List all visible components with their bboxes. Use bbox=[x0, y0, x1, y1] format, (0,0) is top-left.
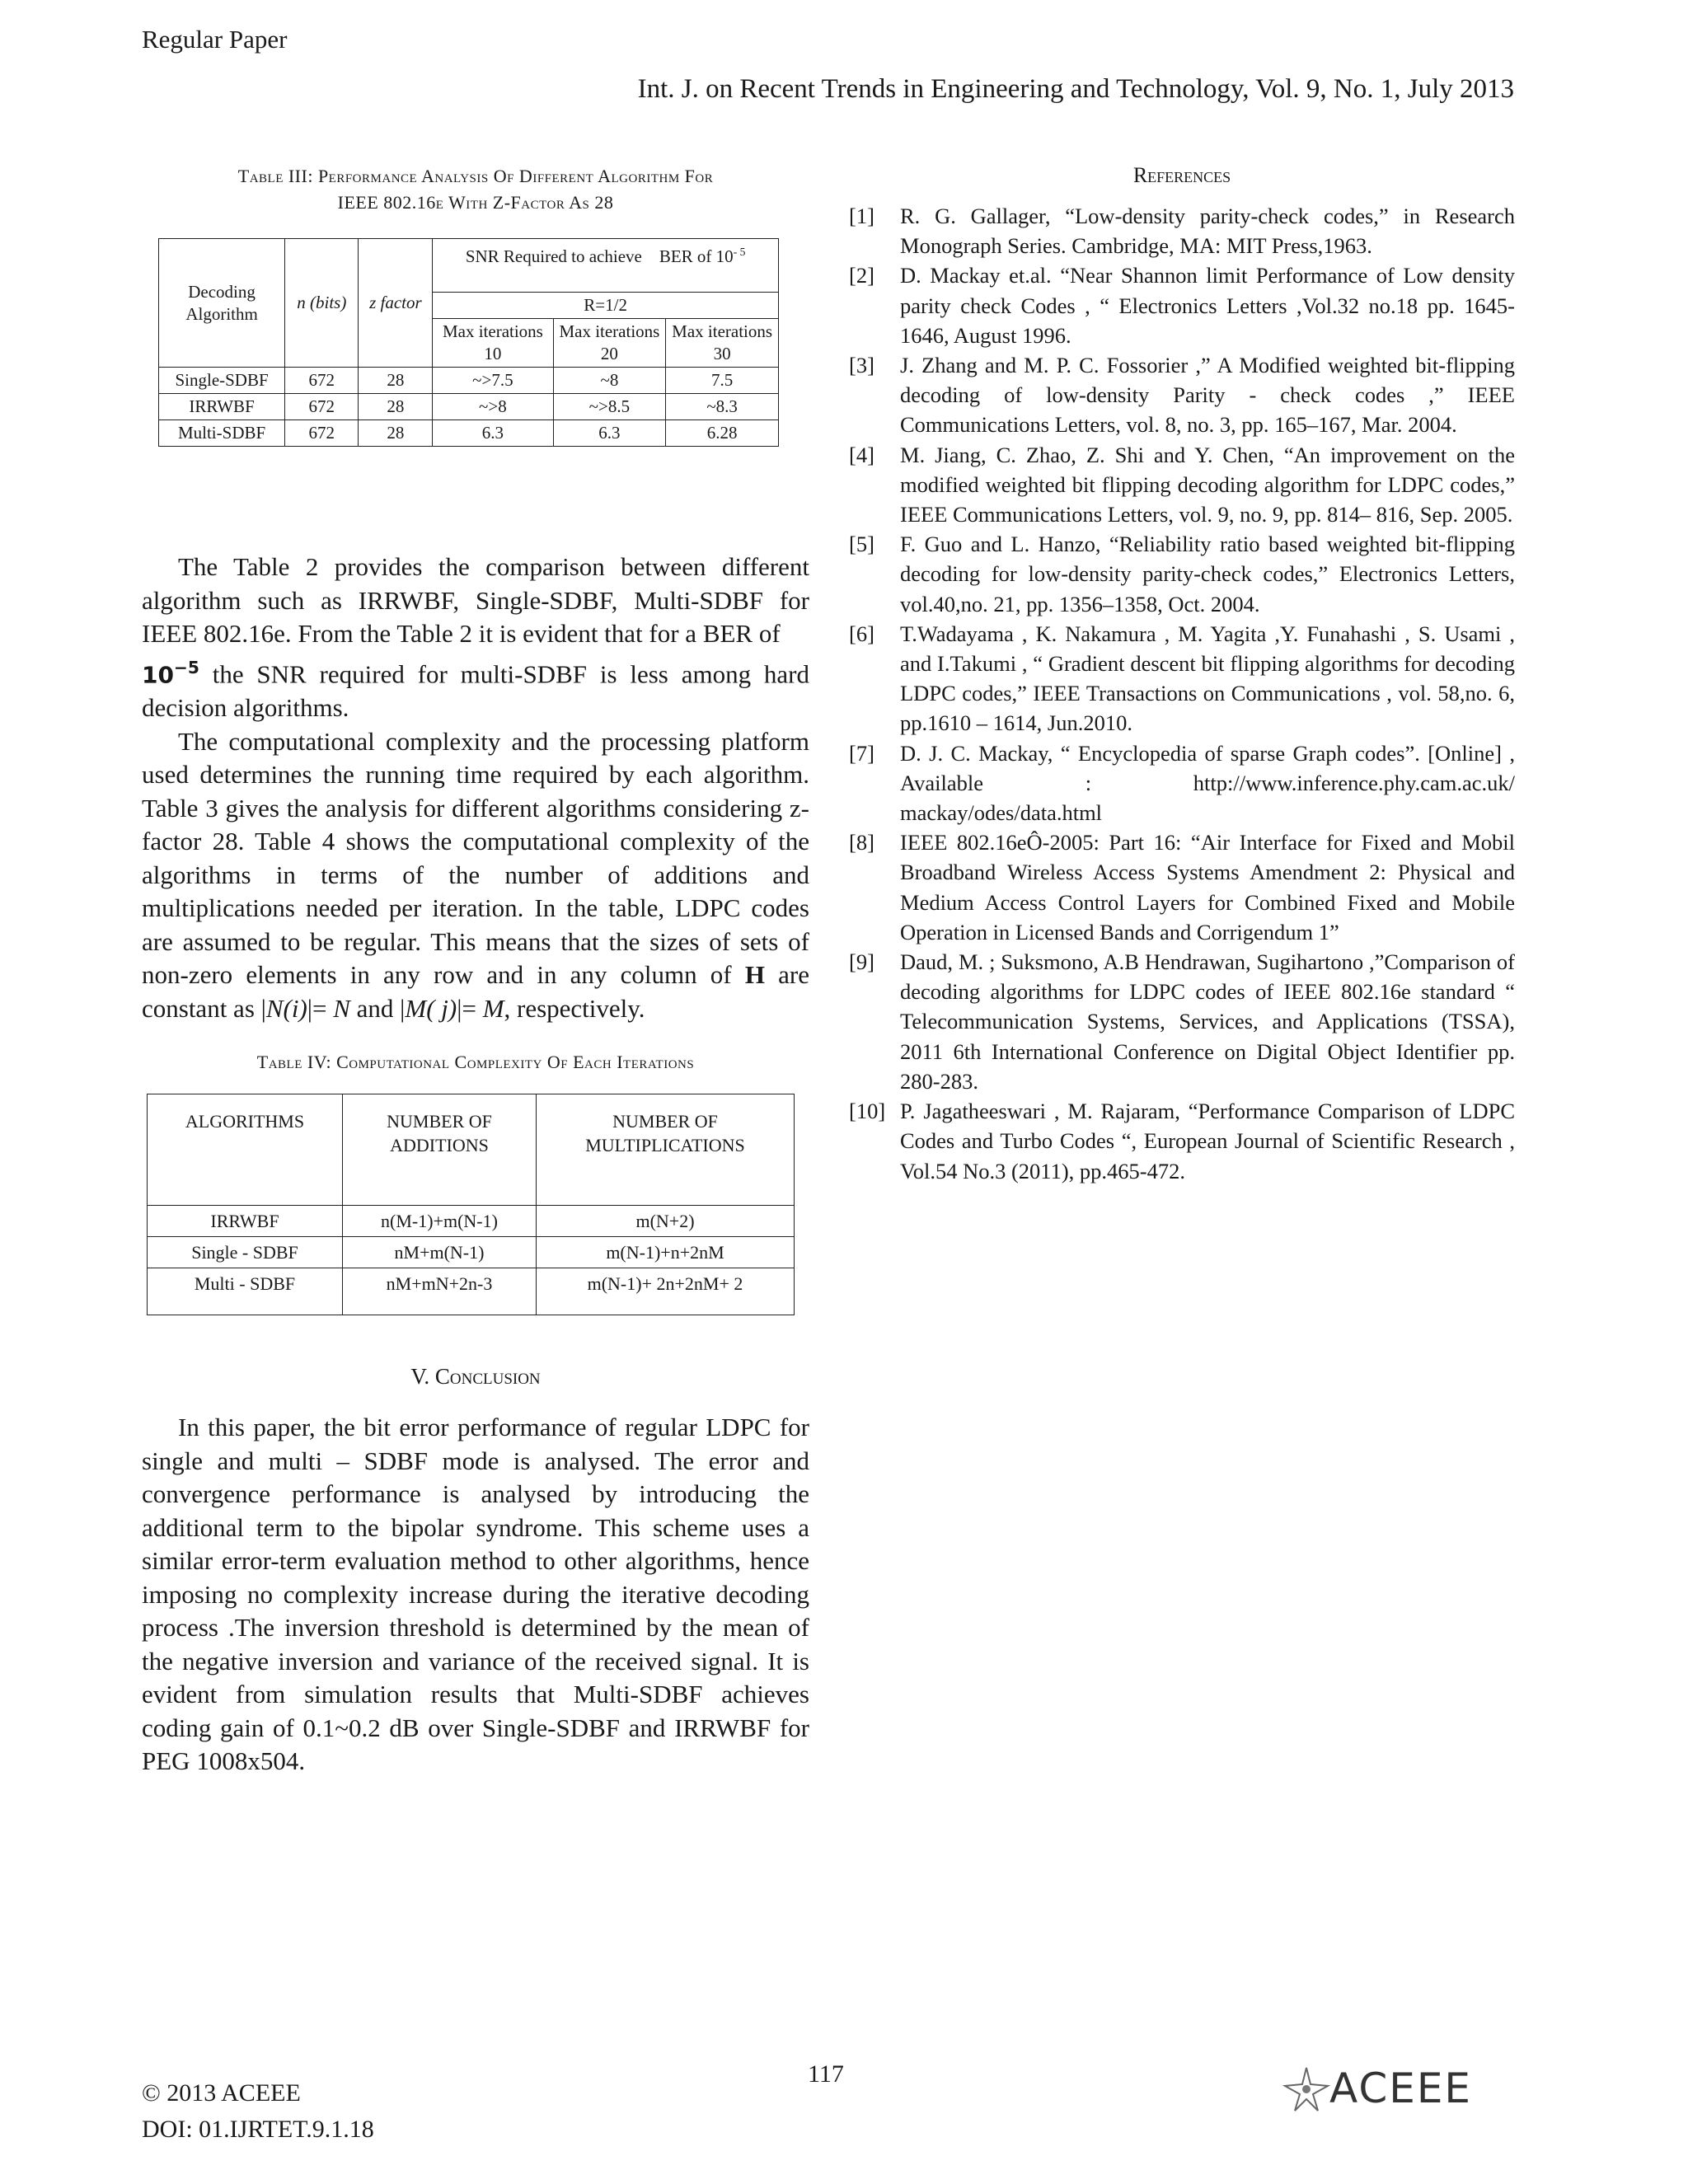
footer-doi: DOI: 01.IJRTET.9.1.18 bbox=[142, 2116, 374, 2143]
reference-item: [6] T.Wadayama , K. Nakamura , M. Yagita ,Y. Funahashi , S. Usami , and I.Takumi , “ Gradient descent bit flipping algorithms for decoding LDPC codes,” IEEE Transactions on Communications , vol. 58,no. 6, pp.1610 – 1614, Jun.2010. bbox=[849, 621, 1515, 736]
t3-header-iter10: Max iterations 10 bbox=[433, 319, 553, 368]
references-section bbox=[849, 163, 1515, 1186]
journal-header: Int. J. on Recent Trends in Engineering and Technology, Vol. 9, No. 1, July 2013 bbox=[637, 74, 1514, 104]
t4-header-algorithms: ALGORITHMS bbox=[148, 1094, 343, 1206]
paragraph-complexity: The computational complexity and the processing platform used determines the running time required by each algorithm. Table 3 gives the analysis for different algorithms considering z-factor 28. Table 4 shows the computational complexity of the algorithms in terms of the number of additions and multiplications needed per iteration. In the table, LDPC codes are assumed to be regular. This means that the sizes of sets of non-zero elements in any row and in any column of H are constant as |N(i)|= N and |M( j)|= M, respectively. bbox=[142, 726, 809, 1023]
footer-copyright: © 2013 ACEEE DOI: 01.IJRTET.9.1.18 bbox=[142, 2075, 374, 2148]
left-column bbox=[142, 163, 809, 216]
t4-header-additions: NUMBER OF ADDITIONS bbox=[343, 1094, 537, 1206]
conclusion-section bbox=[142, 1411, 809, 1779]
references-list bbox=[849, 201, 1515, 1186]
logo-text: ACEEE bbox=[1329, 2064, 1473, 2112]
table-row: Multi - SDBF nM+mN+2n-3 m(N-1)+ 2n+2nM+ 2 bbox=[148, 1268, 795, 1315]
t3-header-iter30: Max iterations 30 bbox=[666, 319, 779, 368]
reference-item: [5] F. Guo and L. Hanzo, “Reliability ratio based weighted bit-flipping decoding for low-density parity-check codes,” Electronics Letters, vol.40,no. 21, pp. 1356–1358, Oct. 2004. bbox=[849, 532, 1515, 616]
table-row: Single-SDBF 672 28 ~>7.5 ~8 7.5 bbox=[159, 368, 779, 394]
reference-item: [1] R. G. Gallager, “Low-density parity-check codes,” in Research Monograph Series. Cambridge, MA: MIT Press,1963. bbox=[849, 204, 1515, 259]
reference-item: [8] IEEE 802.16eÔ-2005: Part 16: “Air Interface for Fixed and Mobil Broadband Wireless Access Systems Amendment 2: Physical and Medium Access Control Layers for Combined Fixed and Mobile Operation in Licensed Bands and Corrigendum 1” bbox=[849, 830, 1515, 944]
reference-item: [7] D. J. C. Mackay, “ Encyclopedia of sparse Graph codes”. [Online] , Available : http://www.inference.phy.cam.ac.uk/ mackay/odes/data.html bbox=[849, 740, 1515, 826]
t3-header-rate: R=1/2 bbox=[433, 293, 779, 319]
conclusion-paragraph: In this paper, the bit error performance of regular LDPC for single and multi – SDBF mode is analysed. The error and convergence performance is analysed by introducing the additional term to the bipolar syndrome. This scheme uses a similar error-term evaluation method to other algorithms, hence imposing no complexity increase during the iterative decoding process .The inversion threshold is determined by the mean of the negative inversion and variance of the received signal. It is evident from simulation results that Multi-SDBF achieves coding gain of 0.1~0.2 dB over Single-SDBF and IRRWBF for PEG 1008x504. bbox=[142, 1413, 809, 1775]
conclusion-heading: V. Conclusion bbox=[410, 1364, 541, 1389]
body-text-1 bbox=[142, 551, 809, 1025]
reference-item: [4] M. Jiang, C. Zhao, Z. Shi and Y. Chen, “An improvement on the modified weighted bit flipping decoding algorithm for LDPC codes,” IEEE Communications Letters, vol. 9, no. 9, pp. 814– 816, Sep. 2005. bbox=[849, 442, 1515, 527]
t3-header-iter20: Max iterations 20 bbox=[553, 319, 666, 368]
paper-type-label: Regular Paper bbox=[142, 25, 288, 54]
t3-header-algorithm: Decoding Algorithm bbox=[159, 239, 285, 368]
reference-item: [9] Daud, M. ; Suksmono, A.B Hendrawan, Sugihartono ,”Comparison of decoding algorithms for LDPC codes of IEEE 802.16e standard “ Telecommunication Systems, Services, and Applications (TSSA), 2011 6th International Conference on Digital Object Identifier pp. 280-283. bbox=[849, 949, 1515, 1094]
references-heading: References bbox=[1132, 163, 1231, 187]
table-row: Multi-SDBF 672 28 6.3 6.3 6.28 bbox=[159, 420, 779, 447]
page-number: 117 bbox=[808, 2060, 844, 2088]
t4-header-multiplications: NUMBER OF MULTIPLICATIONS bbox=[537, 1094, 795, 1206]
t3-header-snr: SNR Required to achieve BER of $10^{- 5}$ bbox=[433, 239, 779, 293]
reference-item: [10] P. Jagatheeswari , M. Rajaram, “Performance Comparison of LDPC Codes and Turbo Codes “, European Journal of Scientific Research , Vol.54 No.3 (2011), pp.465-472. bbox=[849, 1099, 1515, 1183]
table-row: Single - SDBF nM+m(N-1) m(N-1)+n+2nM bbox=[148, 1237, 795, 1268]
reference-item: [2] D. Mackay et.al. “Near Shannon limit Performance of Low density parity check Codes , “ Electronics Letters ,Vol.32 no.18 pp. 1645-1646, August 1996. bbox=[849, 263, 1515, 348]
t3-header-n: n (bits) bbox=[285, 239, 359, 368]
aceee-logo bbox=[1282, 2064, 1517, 2114]
table3-caption: Table III: Performance Analysis Of Different Algorithm For IEEE 802.16e With Z-Factor As 28 bbox=[237, 166, 714, 213]
reference-item: [3] J. Zhang and M. P. C. Fossorier ,” A Modified weighted bit-flipping decoding of low-density Parity - check codes ,” IEEE Communications Letters, vol. 8, no. 3, pp. 165–167, Mar. 2004. bbox=[849, 353, 1515, 438]
table3 bbox=[158, 238, 779, 447]
table4-caption: Table IV: Computational Complexity Of Each Iterations bbox=[256, 1052, 695, 1072]
table-row: IRRWBF 672 28 ~>8 ~>8.5 ~8.3 bbox=[159, 394, 779, 420]
t3-header-z: z factor bbox=[359, 239, 433, 368]
paragraph-table-comparison: The Table 2 provides the comparison between different algorithm such as IRRWBF, Single-SDBF, Multi-SDBF for IEEE 802.16e. From the Table 2 it is evident that for a BER of $10^{-5}$ the SNR required for multi-SDBF is less among hard decision algorithms. bbox=[142, 552, 809, 723]
table-row: IRRWBF n(M-1)+m(N-1) m(N+2) bbox=[148, 1206, 795, 1237]
table4 bbox=[147, 1094, 795, 1315]
